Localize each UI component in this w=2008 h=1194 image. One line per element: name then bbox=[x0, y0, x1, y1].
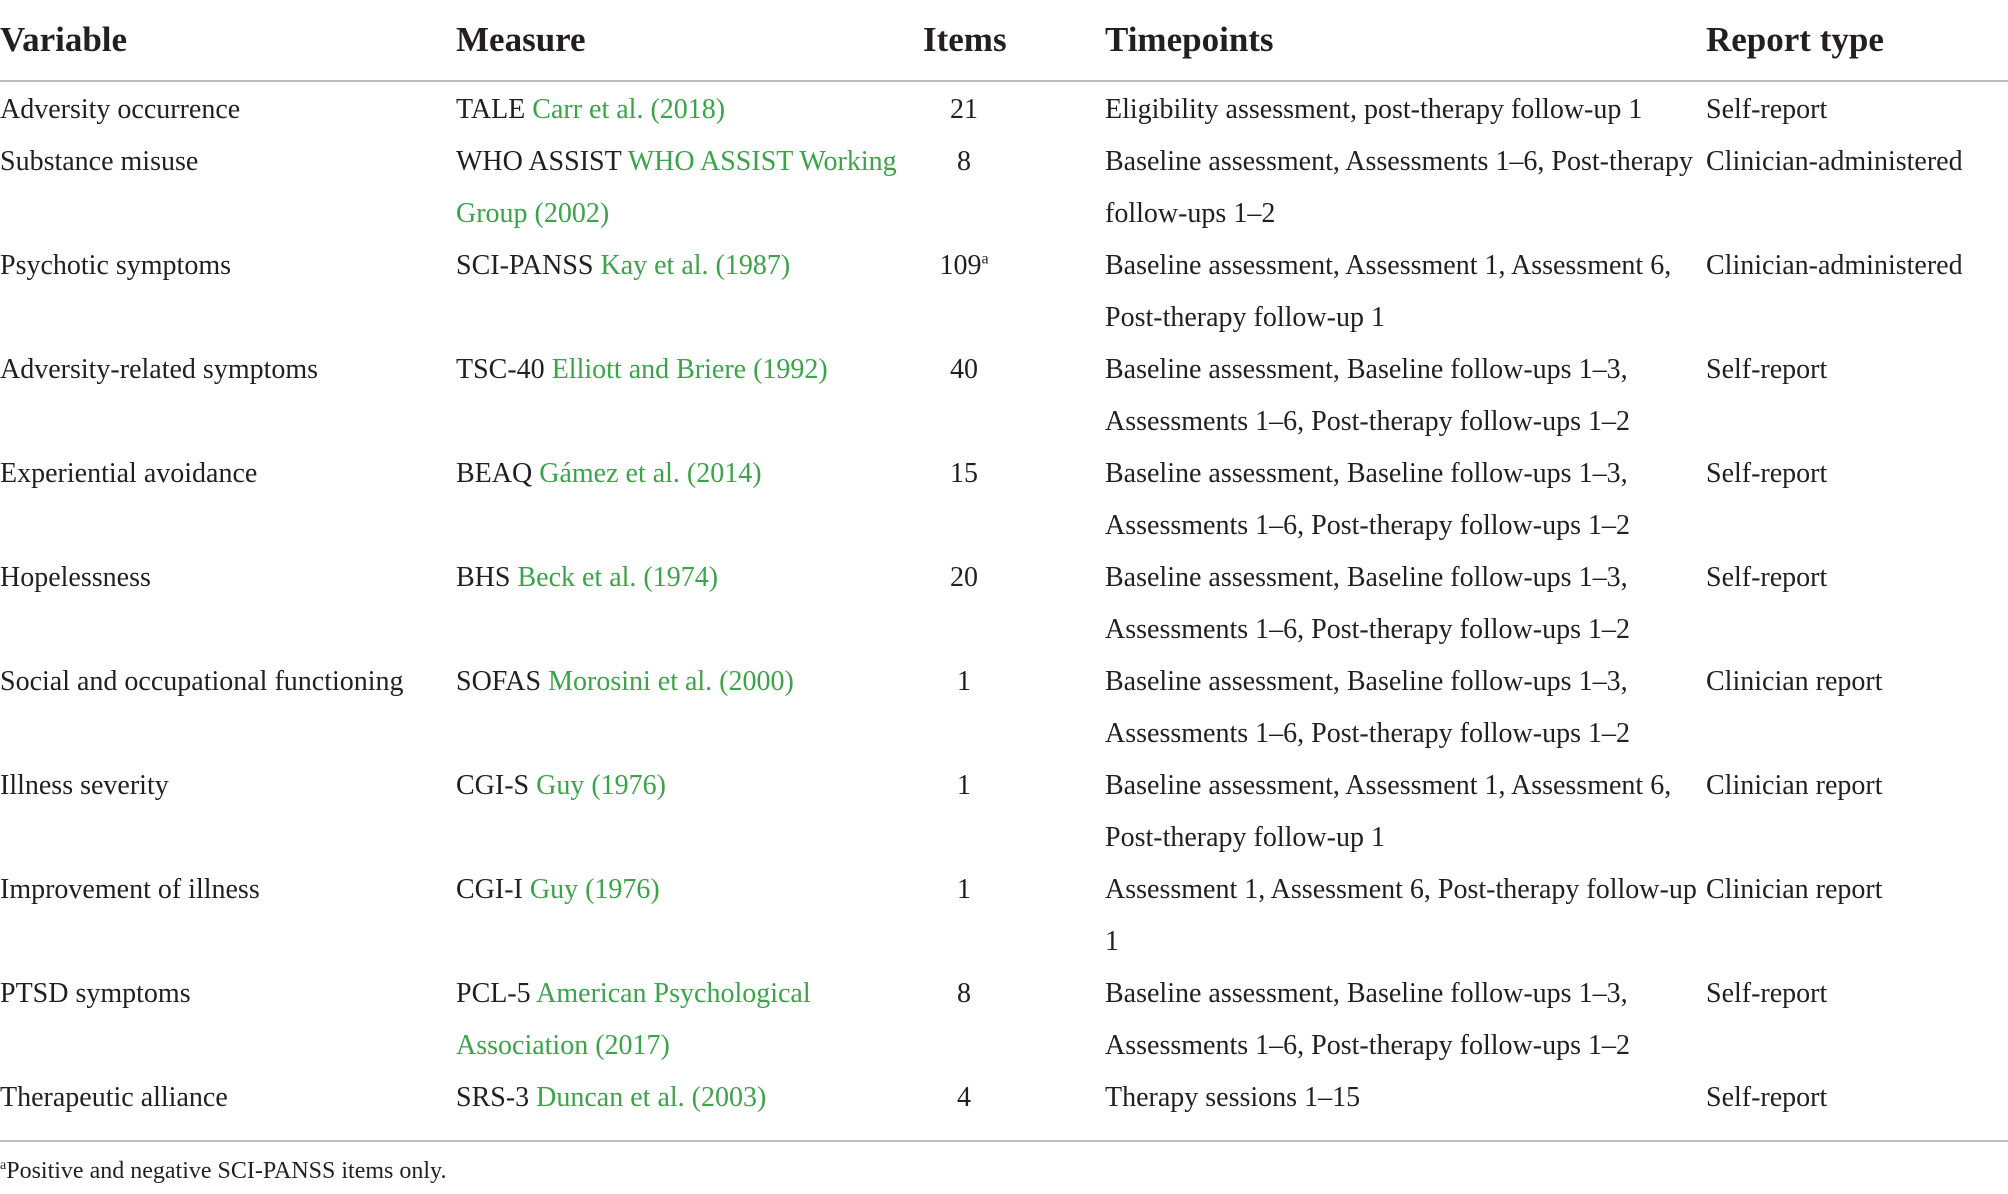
cell-variable: PTSD symptoms bbox=[0, 978, 191, 1009]
table-row bbox=[0, 344, 2008, 448]
measure-reference-link[interactable]: Duncan et al. (2003) bbox=[536, 1082, 767, 1113]
header-variable: Variable bbox=[0, 0, 456, 81]
measure-code: BEAQ bbox=[456, 458, 533, 489]
cell-report-type: Self-report bbox=[1706, 354, 1828, 385]
cell-items bbox=[923, 136, 1105, 240]
cell-measure bbox=[456, 552, 923, 656]
footnote-text: Positive and negative SCI-PANSS items only. bbox=[6, 1158, 447, 1184]
cell-report-type: Self-report bbox=[1706, 978, 1828, 1009]
measure-reference-link[interactable]: Gámez et al. (2014) bbox=[539, 458, 762, 489]
cell-measure bbox=[456, 760, 923, 864]
cell-items bbox=[923, 344, 1105, 448]
cell-items bbox=[923, 864, 1105, 968]
items-value: 1 bbox=[957, 770, 971, 801]
cell-timepoints: Baseline assessment, Baseline follow-ups 1–3, Assessments 1–6, Post-therapy follow-ups 1–2 bbox=[1105, 562, 1630, 645]
cell-report-type: Clinician-administered bbox=[1706, 146, 1963, 177]
cell-report-type: Self-report bbox=[1706, 1082, 1828, 1113]
items-footnote-marker: a bbox=[981, 250, 989, 268]
cell-timepoints: Eligibility assessment, post-therapy follow-up 1 bbox=[1105, 94, 1643, 125]
cell-measure bbox=[456, 656, 923, 760]
measure-code: TALE bbox=[456, 94, 526, 125]
cell-report-type: Clinician report bbox=[1706, 874, 1883, 905]
cell-measure bbox=[456, 136, 923, 240]
measure-code: WHO ASSIST bbox=[456, 146, 622, 177]
measure-code: SOFAS bbox=[456, 666, 542, 697]
cell-variable: Substance misuse bbox=[0, 146, 199, 177]
header-timepoints: Timepoints bbox=[1105, 0, 1706, 81]
cell-items bbox=[923, 552, 1105, 656]
cell-timepoints: Baseline assessment, Assessment 1, Assessment 6, Post-therapy follow-up 1 bbox=[1105, 250, 1672, 333]
table-header-row bbox=[0, 0, 2008, 81]
measure-reference-link[interactable]: American Psychological Association (2017) bbox=[456, 978, 811, 1061]
measure-code: SRS-3 bbox=[456, 1082, 530, 1113]
cell-measure bbox=[456, 81, 923, 136]
table-row bbox=[0, 136, 2008, 240]
footnote-marker: a bbox=[0, 1158, 7, 1173]
items-value: 15 bbox=[950, 458, 978, 489]
cell-timepoints: Baseline assessment, Assessments 1–6, Post-therapy follow-ups 1–2 bbox=[1105, 146, 1693, 229]
measure-reference-link[interactable]: Kay et al. (1987) bbox=[600, 250, 791, 281]
cell-variable: Psychotic symptoms bbox=[0, 250, 232, 281]
cell-report-type: Self-report bbox=[1706, 94, 1828, 125]
cell-variable: Social and occupational functioning bbox=[0, 666, 404, 697]
cell-variable: Improvement of illness bbox=[0, 874, 260, 905]
cell-items bbox=[923, 81, 1105, 136]
cell-items bbox=[923, 1072, 1105, 1130]
items-value: 109 bbox=[939, 250, 982, 281]
cell-measure bbox=[456, 1072, 923, 1130]
cell-items bbox=[923, 656, 1105, 760]
table-row bbox=[0, 864, 2008, 968]
cell-items bbox=[923, 448, 1105, 552]
cell-items bbox=[923, 760, 1105, 864]
measure-code: SCI-PANSS bbox=[456, 250, 594, 281]
cell-variable: Experiential avoidance bbox=[0, 458, 258, 489]
table-row bbox=[0, 240, 2008, 344]
table-row bbox=[0, 656, 2008, 760]
items-value: 21 bbox=[950, 94, 978, 125]
cell-variable: Therapeutic alliance bbox=[0, 1082, 228, 1113]
cell-timepoints: Therapy sessions 1–15 bbox=[1105, 1082, 1361, 1113]
cell-report-type: Clinician-administered bbox=[1706, 250, 1963, 281]
cell-variable: Illness severity bbox=[0, 770, 169, 801]
table-row bbox=[0, 760, 2008, 864]
measure-code: TSC-40 bbox=[456, 354, 545, 385]
table-row bbox=[0, 448, 2008, 552]
items-value: 40 bbox=[950, 354, 978, 385]
measure-code: PCL-5 bbox=[456, 978, 531, 1009]
cell-report-type: Self-report bbox=[1706, 458, 1828, 489]
cell-measure bbox=[456, 240, 923, 344]
cell-timepoints: Baseline assessment, Baseline follow-ups 1–3, Assessments 1–6, Post-therapy follow-ups 1–2 bbox=[1105, 978, 1630, 1061]
table-body bbox=[0, 81, 2008, 1130]
cell-variable: Adversity occurrence bbox=[0, 94, 241, 125]
cell-measure bbox=[456, 968, 923, 1072]
measure-reference-link[interactable]: Beck et al. (1974) bbox=[517, 562, 719, 593]
cell-items bbox=[923, 968, 1105, 1072]
cell-timepoints: Assessment 1, Assessment 6, Post-therapy follow-up 1 bbox=[1105, 874, 1697, 957]
measure-reference-link[interactable]: Guy (1976) bbox=[529, 874, 660, 905]
cell-items bbox=[923, 240, 1105, 344]
items-value: 20 bbox=[950, 562, 978, 593]
cell-report-type: Clinician report bbox=[1706, 770, 1883, 801]
measure-reference-link[interactable]: Morosini et al. (2000) bbox=[548, 666, 794, 697]
cell-timepoints: Baseline assessment, Baseline follow-ups 1–3, Assessments 1–6, Post-therapy follow-ups 1–2 bbox=[1105, 354, 1630, 437]
cell-timepoints: Baseline assessment, Baseline follow-ups 1–3, Assessments 1–6, Post-therapy follow-ups 1–2 bbox=[1105, 458, 1630, 541]
measure-code: BHS bbox=[456, 562, 511, 593]
items-value: 4 bbox=[957, 1082, 971, 1113]
items-value: 1 bbox=[957, 874, 971, 905]
measure-code: CGI-S bbox=[456, 770, 530, 801]
measure-reference-link[interactable]: Elliott and Briere (1992) bbox=[551, 354, 828, 385]
table-row bbox=[0, 81, 2008, 136]
measure-code: CGI-I bbox=[456, 874, 523, 905]
table-row bbox=[0, 968, 2008, 1072]
cell-measure bbox=[456, 448, 923, 552]
cell-measure bbox=[456, 864, 923, 968]
items-value: 8 bbox=[957, 978, 971, 1009]
cell-variable: Adversity-related symptoms bbox=[0, 354, 319, 385]
table-footnote bbox=[0, 1156, 446, 1186]
cell-measure bbox=[456, 344, 923, 448]
table-row bbox=[0, 552, 2008, 656]
cell-report-type: Self-report bbox=[1706, 562, 1828, 593]
items-value: 1 bbox=[957, 666, 971, 697]
measure-reference-link[interactable]: WHO ASSIST Working Group (2002) bbox=[456, 146, 897, 229]
header-items: Items bbox=[923, 0, 1105, 81]
items-value: 8 bbox=[957, 146, 971, 177]
header-report-type: Report type bbox=[1706, 0, 2008, 81]
cell-variable: Hopelessness bbox=[0, 562, 151, 593]
measure-reference-link[interactable]: Guy (1976) bbox=[536, 770, 666, 801]
table-row bbox=[0, 1072, 2008, 1130]
header-measure: Measure bbox=[456, 0, 923, 81]
table-bottom-rule bbox=[0, 1140, 2008, 1142]
cell-timepoints: Baseline assessment, Baseline follow-ups 1–3, Assessments 1–6, Post-therapy follow-ups 1–2 bbox=[1105, 666, 1630, 749]
cell-timepoints: Baseline assessment, Assessment 1, Assessment 6, Post-therapy follow-up 1 bbox=[1105, 770, 1672, 853]
measure-reference-link[interactable]: Carr et al. (2018) bbox=[532, 94, 726, 125]
cell-report-type: Clinician report bbox=[1706, 666, 1883, 697]
